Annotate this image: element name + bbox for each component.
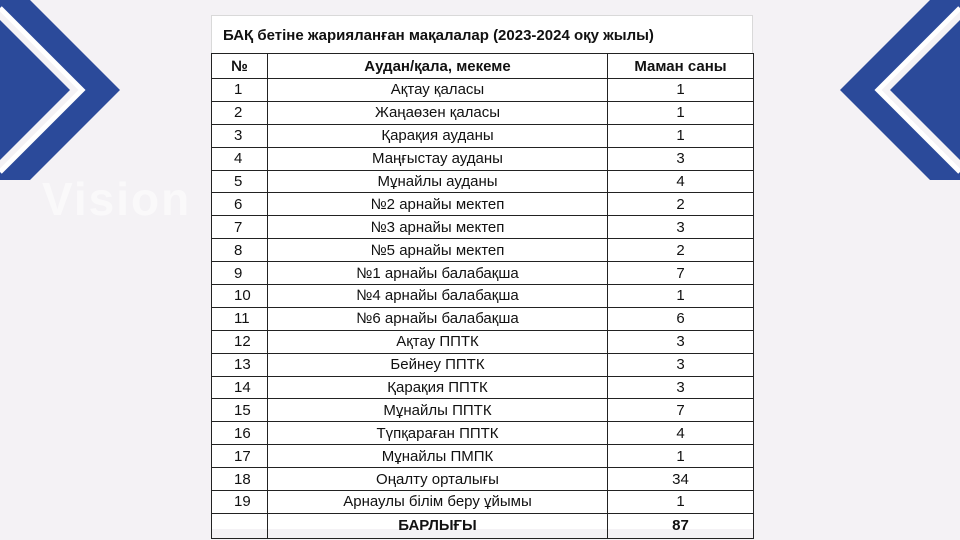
row-count: 3 <box>608 216 754 239</box>
table-row <box>212 468 754 491</box>
row-number: 12 <box>212 330 268 353</box>
total-label: БАРЛЫҒЫ <box>268 513 608 538</box>
row-district: Түпқараған ППТК <box>268 422 608 445</box>
row-count: 7 <box>608 399 754 422</box>
table-header-row <box>212 54 754 79</box>
row-number: 9 <box>212 262 268 285</box>
articles-table <box>211 53 754 539</box>
row-number: 3 <box>212 124 268 147</box>
row-count: 4 <box>608 422 754 445</box>
row-district: Ақтау ППТК <box>268 330 608 353</box>
table-row <box>212 239 754 262</box>
table-row <box>212 262 754 285</box>
watermark-text: Vision <box>42 173 192 225</box>
row-district: Ақтау қаласы <box>268 79 608 102</box>
row-district: №2 арнайы мектеп <box>268 193 608 216</box>
row-count: 3 <box>608 353 754 376</box>
row-number: 19 <box>212 491 268 514</box>
table-row <box>212 491 754 514</box>
row-count: 3 <box>608 147 754 170</box>
row-district: Бейнеу ППТК <box>268 353 608 376</box>
row-count: 1 <box>608 285 754 308</box>
left-chevron-decoration <box>0 0 120 200</box>
row-number: 8 <box>212 239 268 262</box>
table-row <box>212 376 754 399</box>
row-count: 4 <box>608 170 754 193</box>
row-number: 16 <box>212 422 268 445</box>
row-number: 14 <box>212 376 268 399</box>
total-count: 87 <box>608 513 754 538</box>
header-number: № <box>212 54 268 79</box>
table-row <box>212 285 754 308</box>
row-count: 6 <box>608 307 754 330</box>
table-row <box>212 445 754 468</box>
row-count: 1 <box>608 491 754 514</box>
row-district: №4 арнайы балабақша <box>268 285 608 308</box>
table-row <box>212 147 754 170</box>
row-count: 7 <box>608 262 754 285</box>
row-district: Мұнайлы ПМПК <box>268 445 608 468</box>
row-district: №6 арнайы балабақша <box>268 307 608 330</box>
row-number: 5 <box>212 170 268 193</box>
row-number: 6 <box>212 193 268 216</box>
table-row <box>212 79 754 102</box>
table-row <box>212 330 754 353</box>
row-district: Жаңаөзен қаласы <box>268 101 608 124</box>
row-number: 11 <box>212 307 268 330</box>
right-chevron-decoration <box>840 0 960 200</box>
row-number: 2 <box>212 101 268 124</box>
row-number: 1 <box>212 79 268 102</box>
table-row <box>212 422 754 445</box>
row-count: 1 <box>608 101 754 124</box>
row-district: Қарақия ППТК <box>268 376 608 399</box>
total-row <box>212 513 754 538</box>
row-number: 17 <box>212 445 268 468</box>
row-count: 1 <box>608 124 754 147</box>
row-count: 2 <box>608 193 754 216</box>
articles-table-container <box>211 15 753 535</box>
table-row <box>212 399 754 422</box>
table-row <box>212 170 754 193</box>
row-number: 18 <box>212 468 268 491</box>
row-count: 34 <box>608 468 754 491</box>
row-number: 4 <box>212 147 268 170</box>
row-count: 3 <box>608 330 754 353</box>
total-empty-cell <box>212 513 268 538</box>
row-district: Оңалту орталығы <box>268 468 608 491</box>
table-row <box>212 101 754 124</box>
row-number: 15 <box>212 399 268 422</box>
row-count: 1 <box>608 445 754 468</box>
row-count: 2 <box>608 239 754 262</box>
row-district: Қарақия ауданы <box>268 124 608 147</box>
row-number: 7 <box>212 216 268 239</box>
row-count: 1 <box>608 79 754 102</box>
table-row <box>212 307 754 330</box>
row-district: Мұнайлы ППТК <box>268 399 608 422</box>
header-district: Аудан/қала, мекеме <box>268 54 608 79</box>
table-row <box>212 124 754 147</box>
row-district: №5 арнайы мектеп <box>268 239 608 262</box>
row-district: Маңғыстау ауданы <box>268 147 608 170</box>
table-title: БАҚ бетіне жарияланған мақалалар (2023-2024 оқу жылы) <box>211 15 753 53</box>
table-row <box>212 216 754 239</box>
header-count: Маман саны <box>608 54 754 79</box>
row-district: Арнаулы білім беру ұйымы <box>268 491 608 514</box>
row-count: 3 <box>608 376 754 399</box>
row-number: 10 <box>212 285 268 308</box>
table-row <box>212 353 754 376</box>
row-district: Мұнайлы ауданы <box>268 170 608 193</box>
row-number: 13 <box>212 353 268 376</box>
row-district: №1 арнайы балабақша <box>268 262 608 285</box>
table-row <box>212 193 754 216</box>
table-body <box>212 79 754 514</box>
row-district: №3 арнайы мектеп <box>268 216 608 239</box>
